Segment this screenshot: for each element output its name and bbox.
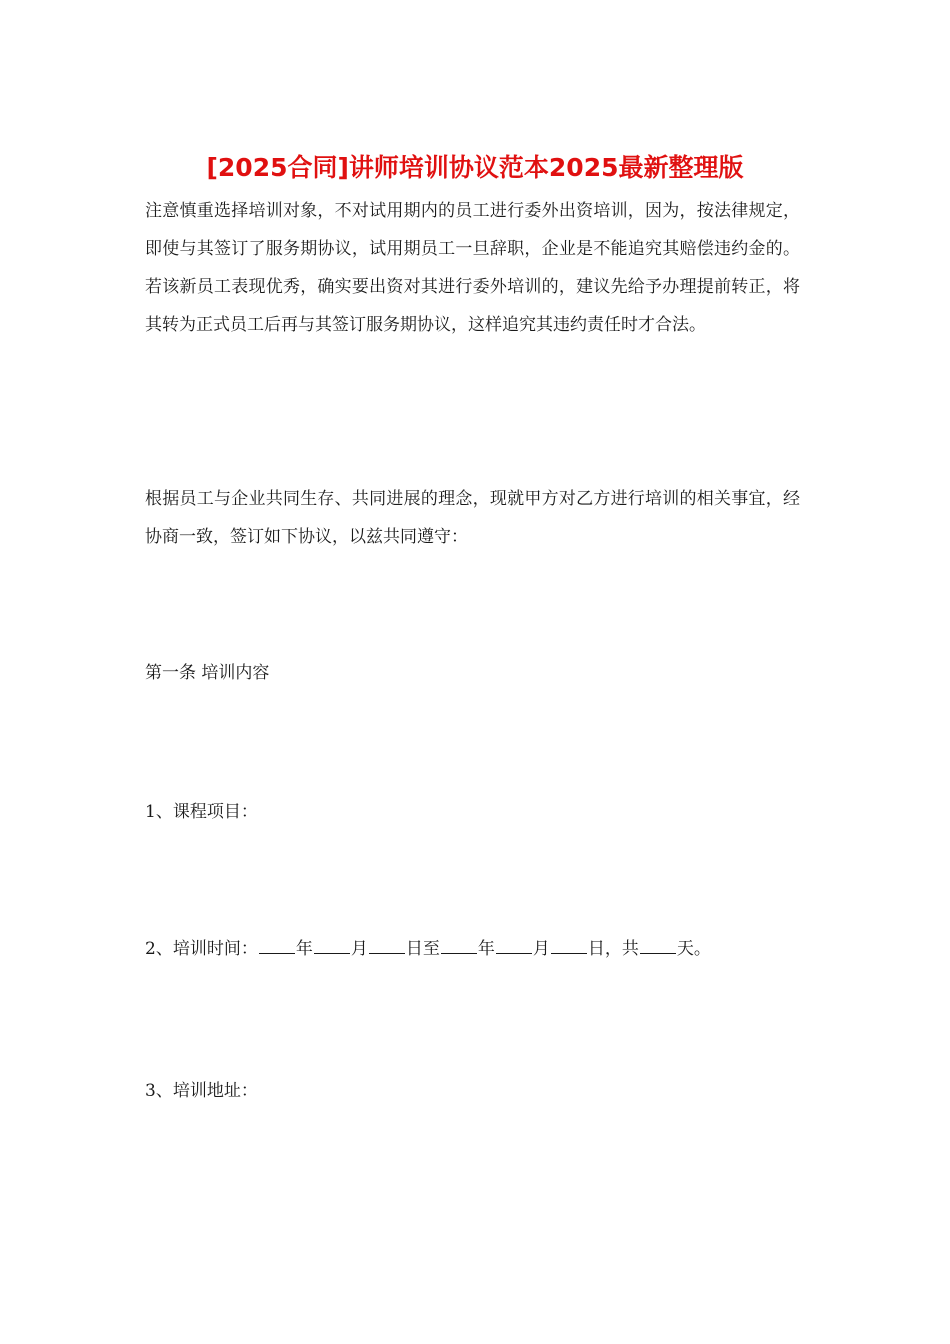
blank-field <box>369 939 405 954</box>
document-title: [2025合同]讲师培训协议范本2025最新整理版 <box>206 153 744 182</box>
item-address: 3、培训地址： <box>145 1081 258 1101</box>
blank-field <box>551 939 587 954</box>
item-training-time <box>145 930 800 968</box>
blank-field <box>640 939 676 954</box>
unit-month: 月 <box>350 939 368 959</box>
blank-field <box>441 939 477 954</box>
blank-field <box>496 939 532 954</box>
unit-day-total: 日，共 <box>587 939 639 959</box>
unit-month: 月 <box>532 939 550 959</box>
unit-day-to: 日至 <box>405 939 440 959</box>
unit-days: 天。 <box>676 939 711 959</box>
blank-field <box>314 939 350 954</box>
paragraph-preamble: 根据员工与企业共同生存、共同进展的理念，现就甲方对乙方进行培训的相关事宜，经协商一致，签订如下协议，以兹共同遵守： <box>145 489 800 547</box>
unit-year: 年 <box>477 939 495 959</box>
paragraph-notice: 注意慎重选择培训对象，不对试用期内的员工进行委外出资培训，因为，按法律规定，即使与其签订了服务期协议，试用期员工一旦辞职，企业是不能追究其赔偿违约金的。若该新员工表现优秀，确实要出资对其进行委外培训的，建议先给予办理提前转正，将其转为正式员工后再与其签订服务期协议，这样追究其违约责任时才合法。 <box>145 201 800 335</box>
item-course: 1、课程项目： <box>145 802 258 822</box>
unit-year: 年 <box>295 939 313 959</box>
section-heading: 第一条 培训内容 <box>145 663 270 683</box>
item-training-time-label: 2、培训时间： <box>145 939 258 959</box>
blank-field <box>259 939 295 954</box>
